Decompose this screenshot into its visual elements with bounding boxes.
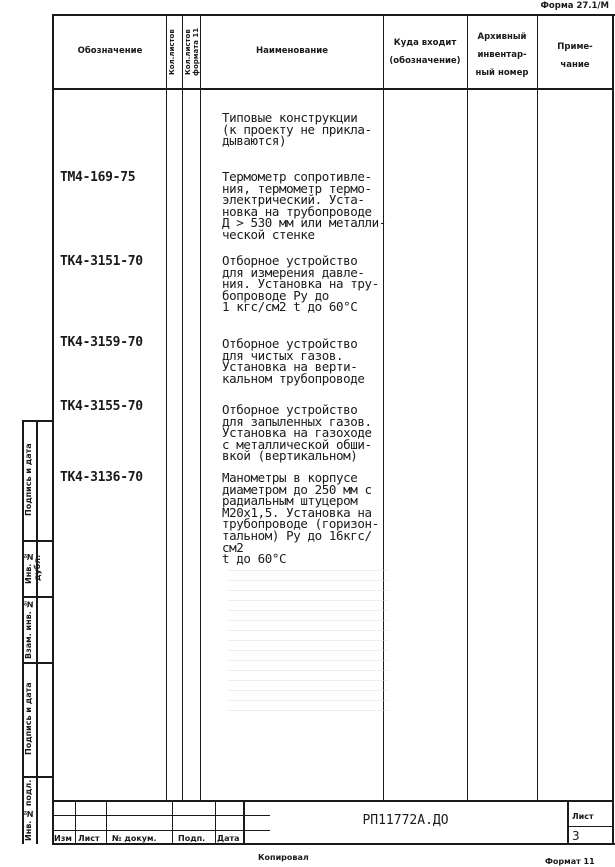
stamp-date: Дата xyxy=(217,834,240,843)
stamp-top xyxy=(52,800,614,802)
stamp-sheet-number: 3 xyxy=(572,829,580,843)
frame-top xyxy=(52,14,615,16)
row-1-text: Термометр сопротивле- ния, термометр термо- электрический. Уста- новка на трубопроводе Д > 530 мм или металли- ческой стенке xyxy=(222,169,386,242)
row-4-text: Отборное устройство для запыленных газов. Установка на газоходе с металлической обши- вкой (вертикальном) xyxy=(222,402,372,464)
stamp-doc-code: РП11772А.ДО xyxy=(362,813,449,828)
row-3-code: ТК4-3159-70 xyxy=(60,335,143,350)
stamp-sheet-label: Лист xyxy=(572,812,594,821)
header-archive-2: инвентар- xyxy=(477,50,527,60)
row-5-text: Манометры в корпусе диаметром до 250 мм с радиальным штуцером М20х1,5. Установка на трубопроводе (горизон- тальном) Ру до 16кгс/см2 t до 60°С xyxy=(222,470,379,567)
col-line-2 xyxy=(182,14,183,800)
bleed-through-noise xyxy=(228,570,388,720)
row-5-code: ТК4-3136-70 xyxy=(60,470,143,485)
header-note-1: Приме- xyxy=(557,42,593,52)
header-designation: Обозначение xyxy=(77,46,143,56)
stamp-sheet-div xyxy=(567,826,613,827)
side-label-sign-date-1: Подпись и дата xyxy=(24,682,33,756)
frame-bottom xyxy=(52,843,615,845)
form-label: Форма 27.1/М xyxy=(540,1,609,11)
side-label-sign-date-2: Подпись и дата xyxy=(24,443,33,517)
row-2-code: ТК4-3151-70 xyxy=(60,254,143,269)
col-line-6 xyxy=(537,14,538,800)
row-2-text: Отборное устройство для измерения давле- ния. Установка на тру- бопроводе Ру до 1 кгс/см2 t до 60°С xyxy=(222,253,379,315)
col-line-3 xyxy=(200,14,201,800)
col-line-5 xyxy=(467,14,468,800)
stamp-list: Лист xyxy=(78,834,100,843)
header-archive-1: Архивный xyxy=(477,32,527,42)
row-0-text: Типовые конструкции (к проекту не прикла- дываются) xyxy=(222,110,372,149)
stamp-v-4 xyxy=(215,800,216,844)
stamp-izm: Изм xyxy=(54,834,72,843)
side-strip-right xyxy=(36,420,38,844)
stamp-doc-no: № докум. xyxy=(112,834,157,843)
row-3-text: Отборное устройство для чистых газов. Установка на верти- кальном трубопроводе xyxy=(222,336,365,386)
stamp-v-1 xyxy=(75,800,76,844)
frame-left xyxy=(52,14,54,844)
stamp-v-6 xyxy=(567,800,569,844)
footer-copied: Копировал xyxy=(258,853,309,862)
stamp-v-2 xyxy=(106,800,107,844)
stamp-sign: Подп. xyxy=(178,834,206,843)
header-destination-2: (обозначение) xyxy=(389,56,461,66)
frame-right xyxy=(612,14,614,844)
header-name: Наименование xyxy=(256,46,328,56)
header-destination-1: Куда входит xyxy=(393,38,457,48)
col-line-1 xyxy=(166,14,167,800)
stamp-v-3 xyxy=(172,800,173,844)
stamp-row-1 xyxy=(52,815,270,816)
side-label-dup-inv: Инв. № дубл. xyxy=(24,551,42,585)
header-archive-3: ный номер xyxy=(475,68,529,78)
header-sheets-format: Кол.листов формата 11 xyxy=(184,27,200,77)
footer-format: Формат 11 xyxy=(545,857,595,866)
side-label-replace-inv: Взам. инв. № xyxy=(24,599,33,659)
header-bottom-line xyxy=(52,88,614,90)
stamp-row-2 xyxy=(52,830,270,831)
side-label-inv-orig: Инв. № подл. xyxy=(24,779,33,841)
header-note-2: чание xyxy=(560,60,590,70)
row-4-code: ТК4-3155-70 xyxy=(60,399,143,414)
header-sheets-count: Кол.листов xyxy=(168,29,176,75)
row-1-code: ТМ4-169-75 xyxy=(60,170,136,185)
